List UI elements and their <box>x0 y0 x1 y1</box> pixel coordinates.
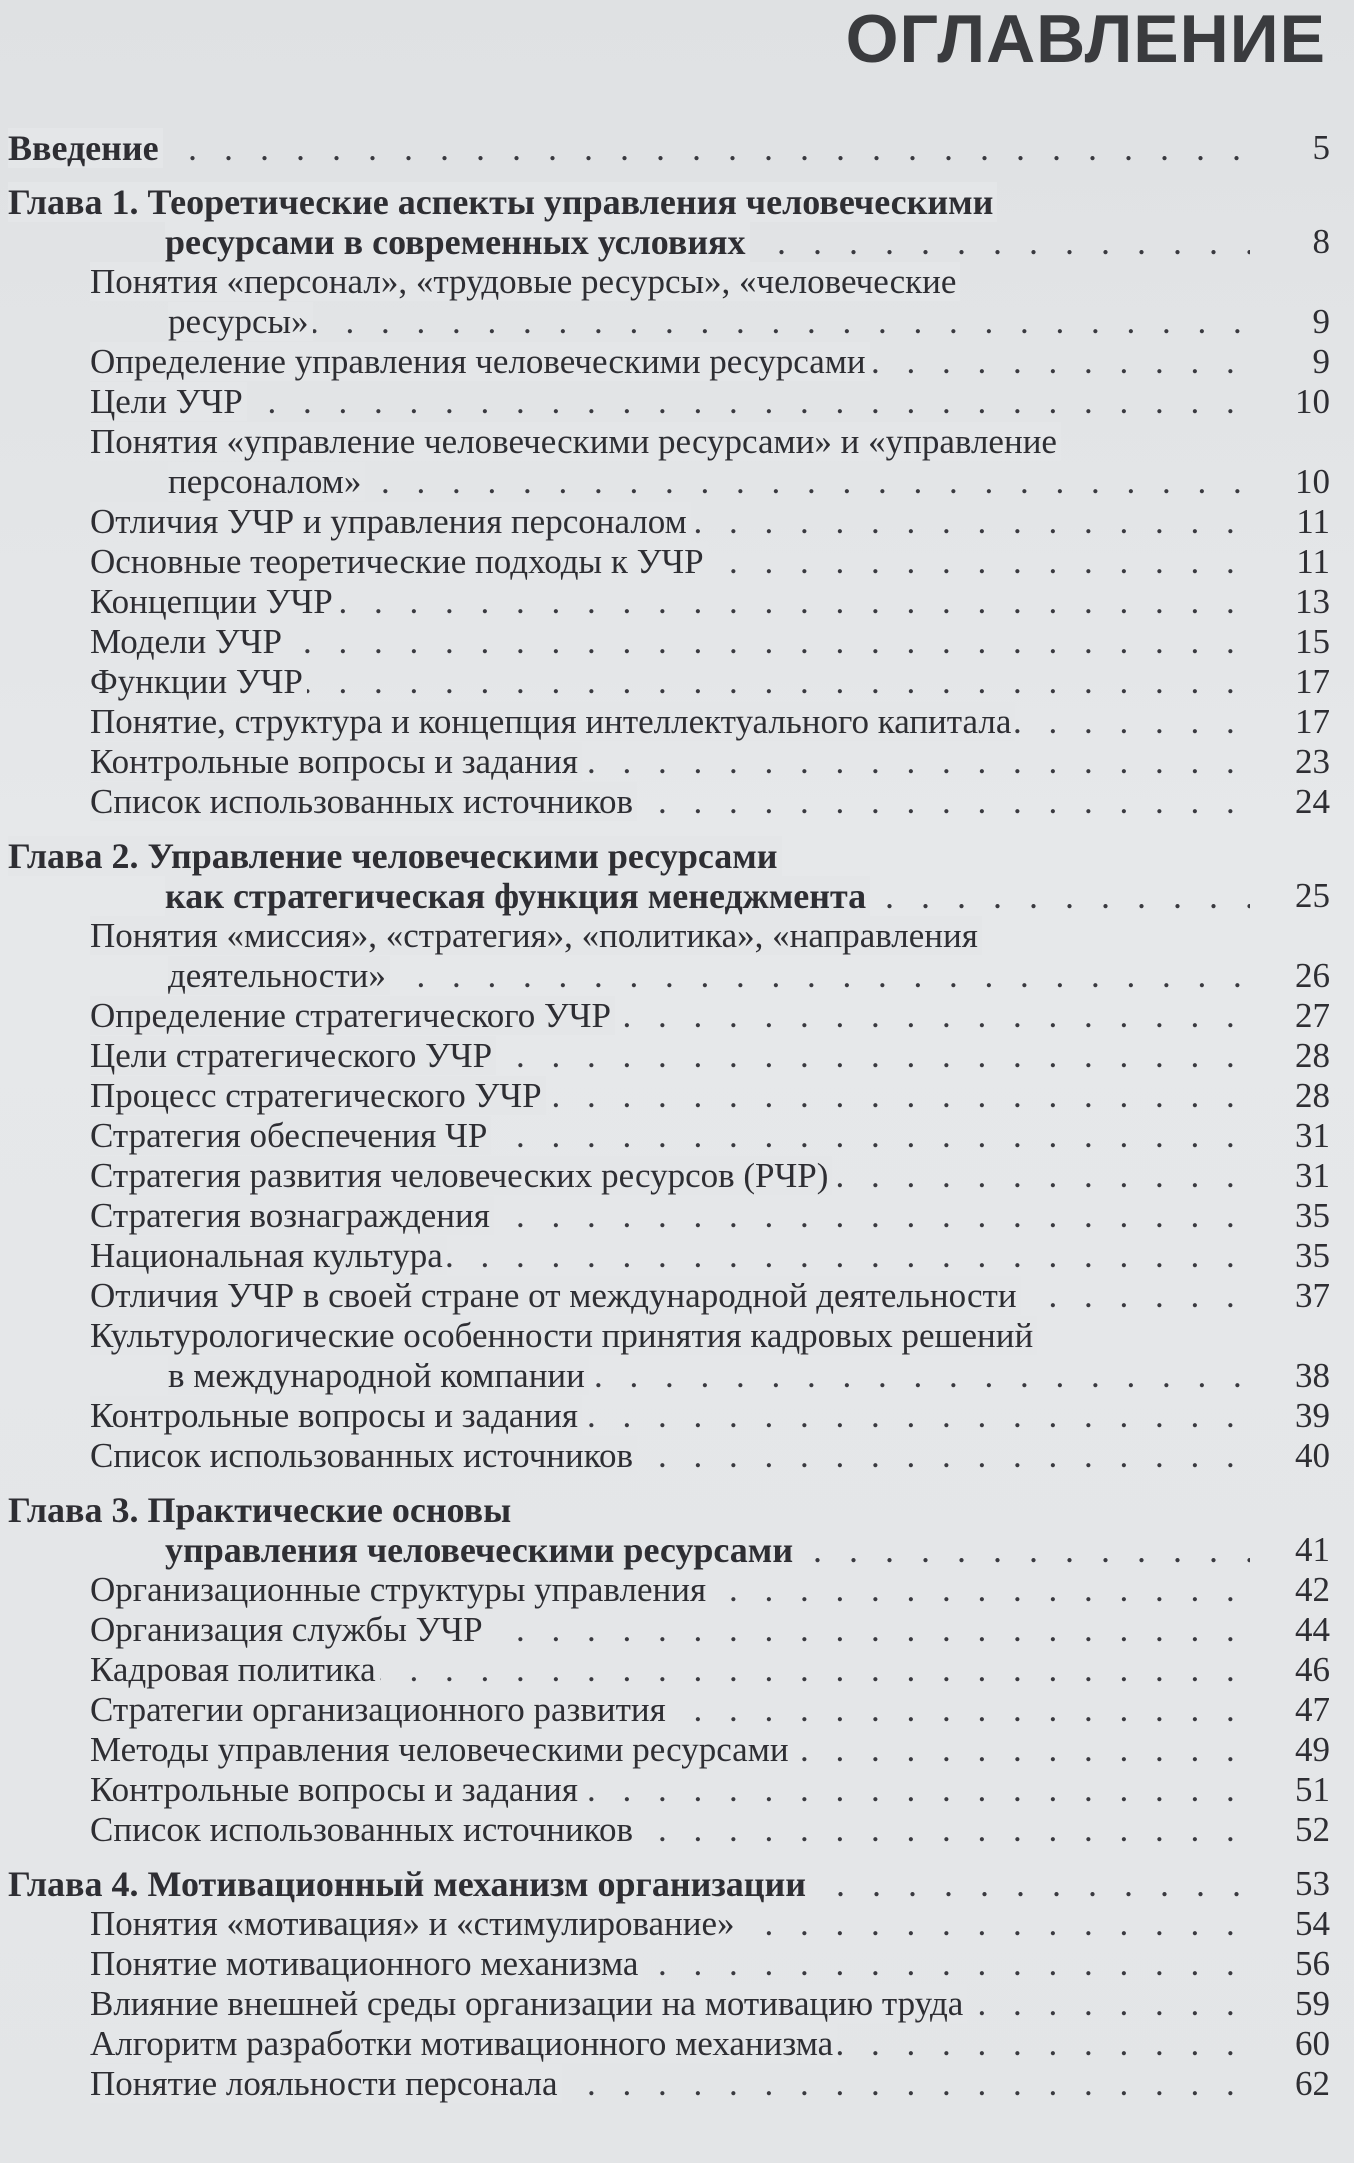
toc-entry-label: Цели стратегического УЧР <box>90 1036 496 1075</box>
toc-entry-text <box>90 382 1250 422</box>
toc-entry-text <box>90 1156 1250 1196</box>
section-gap <box>8 1850 1330 1864</box>
toc-entry-text <box>90 1944 1250 1984</box>
toc-entry-text <box>90 1730 1250 1770</box>
toc-entry-text <box>90 582 1250 622</box>
toc-entry-text <box>90 782 1250 822</box>
toc-page-number: 17 <box>1295 662 1330 701</box>
toc-entry-text <box>90 1396 1250 1436</box>
toc-entry-text <box>90 1690 1250 1730</box>
toc-entry-label: Понятия «миссия», «стратегия», «политика», «направления <box>90 916 982 955</box>
toc-entry-line[interactable] <box>8 622 1330 662</box>
toc-page-number: 9 <box>1312 302 1330 341</box>
toc-entry-label: Понятия «управление человеческими ресурсами» и «управление <box>90 422 1061 461</box>
toc-chapter-line[interactable] <box>8 182 1330 222</box>
toc-entry-text <box>90 2064 1250 2104</box>
toc-entry-text <box>90 502 1250 542</box>
toc-page-number: 35 <box>1295 1236 1330 1275</box>
toc-entry-text <box>90 1436 1250 1476</box>
toc-entry-line[interactable] <box>8 582 1330 622</box>
toc-entry-line[interactable] <box>8 1036 1330 1076</box>
toc-page-number: 49 <box>1295 1730 1330 1769</box>
toc-chapter-line[interactable] <box>8 1530 1330 1570</box>
toc-entry-line[interactable] <box>8 342 1330 382</box>
toc-entry-label: Глава 3. Практические основы <box>8 1490 515 1530</box>
toc-entry-line[interactable] <box>8 1076 1330 1116</box>
toc-entry-label: Контрольные вопросы и задания <box>90 1770 582 1809</box>
toc-entry-label: Глава 4. Мотивационный механизм организации <box>8 1864 810 1904</box>
toc-page-number: 26 <box>1295 956 1330 995</box>
toc-entry-text <box>90 1904 1250 1944</box>
toc-entry-text <box>90 1276 1250 1316</box>
toc-chapter-line[interactable] <box>8 836 1330 876</box>
toc-entry-text <box>90 1770 1250 1810</box>
toc-page-number: 24 <box>1295 782 1330 821</box>
toc-entry-label: ресурсами в современных условиях <box>165 222 750 262</box>
toc-entry-line[interactable] <box>8 2064 1330 2104</box>
toc-entry-text <box>90 2024 1250 2064</box>
toc-entry-text <box>8 128 1250 168</box>
toc-entry-text <box>90 742 1250 782</box>
toc-entry-label: Цели УЧР <box>90 382 247 421</box>
toc-entry-line[interactable] <box>8 422 1330 462</box>
toc-entry-label: Концепции УЧР <box>90 582 337 621</box>
toc-page-number: 17 <box>1295 702 1330 741</box>
toc-entry-text <box>90 1984 1250 2024</box>
table-of-contents <box>8 128 1330 2104</box>
toc-entry-line[interactable] <box>8 1436 1330 1476</box>
toc-entry-line[interactable] <box>8 302 1330 342</box>
toc-entry-label: Введение <box>8 128 163 168</box>
toc-page-number: 40 <box>1295 1436 1330 1475</box>
toc-page-number: 46 <box>1295 1650 1330 1689</box>
toc-entry-label: в международной компании <box>168 1356 589 1395</box>
toc-entry-label: Отличия УЧР в своей стране от международной деятельности <box>90 1276 1021 1315</box>
toc-page-number: 52 <box>1295 1810 1330 1849</box>
toc-entry-text <box>90 542 1250 582</box>
toc-page-number: 31 <box>1295 1156 1330 1195</box>
toc-entry-label: Организационные структуры управления <box>90 1570 710 1609</box>
toc-entry-label: Определение управления человеческими ресурсами <box>90 342 870 381</box>
toc-chapter-line[interactable] <box>8 1864 1330 1904</box>
toc-entry-line[interactable] <box>8 916 1330 956</box>
toc-entry-label: управления человеческими ресурсами <box>165 1530 797 1570</box>
toc-entry-label: Культурологические особенности принятия кадровых решений <box>90 1316 1037 1355</box>
toc-entry-line[interactable] <box>8 1770 1330 1810</box>
toc-entry-text <box>168 462 1250 502</box>
toc-entry-text <box>165 222 1250 262</box>
page-title: ОГЛАВЛЕНИЕ <box>845 1 1326 77</box>
toc-entry-label: Понятия «персонал», «трудовые ресурсы», «человеческие <box>90 262 960 301</box>
toc-entry-line[interactable] <box>8 1690 1330 1730</box>
toc-entry-line[interactable] <box>8 1156 1330 1196</box>
toc-entry-label: Основные теоретические подходы к УЧР <box>90 542 708 581</box>
toc-entry-label: Глава 2. Управление человеческими ресурсами <box>8 836 782 876</box>
toc-entry-line[interactable] <box>8 742 1330 782</box>
toc-page-number: 11 <box>1296 502 1330 541</box>
toc-page-number: 51 <box>1295 1770 1330 1809</box>
toc-entry-label: Глава 1. Теоретические аспекты управления человеческими <box>8 182 997 222</box>
toc-entry-line[interactable] <box>8 1650 1330 1690</box>
toc-entry-label: Влияние внешней среды организации на мотивацию труда <box>90 1984 967 2023</box>
toc-entry-text <box>90 622 1250 662</box>
toc-entry-text <box>90 422 1250 462</box>
toc-entry-line[interactable] <box>8 782 1330 822</box>
toc-entry-label: Контрольные вопросы и задания <box>90 1396 582 1435</box>
toc-page-number: 23 <box>1295 742 1330 781</box>
toc-chapter-line[interactable] <box>8 128 1330 168</box>
toc-entry-line[interactable] <box>8 1570 1330 1610</box>
toc-page-number: 11 <box>1296 542 1330 581</box>
toc-entry-label: Понятия «мотивация» и «стимулирование» <box>90 1904 739 1943</box>
toc-entry-label: деятельности» <box>168 956 390 995</box>
toc-entry-line[interactable] <box>8 1236 1330 1276</box>
toc-page-number: 28 <box>1295 1076 1330 1115</box>
toc-page-number: 54 <box>1295 1904 1330 1943</box>
toc-entry-label: Стратегия развития человеческих ресурсов (РЧР) <box>90 1156 832 1195</box>
toc-entry-line[interactable] <box>8 502 1330 542</box>
toc-page-number: 31 <box>1295 1116 1330 1155</box>
toc-entry-line[interactable] <box>8 462 1330 502</box>
toc-entry-label: персоналом» <box>168 462 365 501</box>
toc-entry-text <box>90 1810 1250 1850</box>
toc-entry-text <box>90 1076 1250 1116</box>
toc-entry-text <box>8 182 1250 222</box>
toc-entry-line[interactable] <box>8 1316 1330 1356</box>
toc-entry-text <box>90 1116 1250 1156</box>
toc-entry-line[interactable] <box>8 1944 1330 1984</box>
toc-entry-label: Отличия УЧР и управления персоналом <box>90 502 691 541</box>
toc-page-number: 44 <box>1295 1610 1330 1649</box>
toc-entry-text <box>90 1036 1250 1076</box>
toc-page-number: 10 <box>1295 382 1330 421</box>
toc-entry-text <box>168 1356 1250 1396</box>
toc-entry-label: Функции УЧР <box>90 662 307 701</box>
toc-entry-label: Кадровая политика <box>90 1650 380 1689</box>
toc-entry-line[interactable] <box>8 262 1330 302</box>
section-gap <box>8 822 1330 836</box>
toc-entry-line[interactable] <box>8 1276 1330 1316</box>
toc-entry-text <box>90 1650 1250 1690</box>
toc-entry-label: Стратегия вознаграждения <box>90 1196 494 1235</box>
toc-page-number: 8 <box>1312 222 1330 261</box>
toc-chapter-line[interactable] <box>8 876 1330 916</box>
toc-entry-text <box>8 1490 1250 1530</box>
toc-entry-label: Алгоритм разработки мотивационного механизма <box>90 2024 837 2063</box>
toc-entry-label: Методы управления человеческими ресурсами <box>90 1730 793 1769</box>
toc-entry-label: как стратегическая функция менеджмента <box>165 876 870 916</box>
toc-entry-line[interactable] <box>8 1904 1330 1944</box>
toc-entry-line[interactable] <box>8 1196 1330 1236</box>
toc-entry-label: Стратегия обеспечения ЧР <box>90 1116 491 1155</box>
toc-page-number: 56 <box>1295 1944 1330 1983</box>
toc-entry-text <box>90 1236 1250 1276</box>
toc-entry-line[interactable] <box>8 1116 1330 1156</box>
toc-entry-text <box>90 662 1250 702</box>
toc-entry-label: Список использованных источников <box>90 1436 637 1475</box>
toc-entry-label: Организация службы УЧР <box>90 1610 487 1649</box>
toc-entry-label: Список использованных источников <box>90 782 637 821</box>
toc-entry-text <box>168 956 1250 996</box>
toc-entry-text <box>8 836 1250 876</box>
toc-page-number: 37 <box>1295 1276 1330 1315</box>
toc-entry-text <box>90 262 1250 302</box>
toc-page-number: 62 <box>1295 2064 1330 2103</box>
toc-entry-text <box>90 1570 1250 1610</box>
toc-entry-label: Понятие мотивационного механизма <box>90 1944 642 1983</box>
toc-entry-text <box>90 342 1250 382</box>
toc-page-number: 35 <box>1295 1196 1330 1235</box>
toc-page-number: 53 <box>1295 1864 1330 1903</box>
toc-entry-line[interactable] <box>8 996 1330 1036</box>
section-gap <box>8 1476 1330 1490</box>
toc-page-number: 15 <box>1295 622 1330 661</box>
toc-entry-line[interactable] <box>8 1396 1330 1436</box>
toc-entry-text <box>90 702 1250 742</box>
toc-entry-label: Национальная культура <box>90 1236 447 1275</box>
toc-entry-text <box>90 1316 1250 1356</box>
toc-page-number: 47 <box>1295 1690 1330 1729</box>
toc-entry-label: Список использованных источников <box>90 1810 637 1849</box>
toc-entry-label: Понятие, структура и концепция интеллектуального капитала <box>90 702 1015 741</box>
toc-page-number: 38 <box>1295 1356 1330 1395</box>
toc-entry-label: Стратегии организационного развития <box>90 1690 670 1729</box>
toc-entry-label: Понятие лояльности персонала <box>90 2064 562 2103</box>
toc-entry-label: Модели УЧР <box>90 622 286 661</box>
toc-page-number: 41 <box>1295 1530 1330 1569</box>
toc-entry-label: Процесс стратегического УЧР <box>90 1076 546 1115</box>
toc-entry-line[interactable] <box>8 702 1330 742</box>
toc-page-number: 60 <box>1295 2024 1330 2063</box>
toc-entry-line[interactable] <box>8 662 1330 702</box>
toc-entry-line[interactable] <box>8 1810 1330 1850</box>
toc-entry-line[interactable] <box>8 1356 1330 1396</box>
toc-entry-label: Контрольные вопросы и задания <box>90 742 582 781</box>
toc-entry-text <box>168 302 1250 342</box>
toc-entry-text <box>90 1196 1250 1236</box>
toc-entry-line[interactable] <box>8 382 1330 422</box>
toc-entry-line[interactable] <box>8 1984 1330 2024</box>
toc-entry-line[interactable] <box>8 542 1330 582</box>
toc-entry-text <box>165 876 1250 916</box>
toc-chapter-line[interactable] <box>8 222 1330 262</box>
toc-entry-label: ресурсы» <box>168 302 313 341</box>
toc-entry-text <box>165 1530 1250 1570</box>
toc-entry-line[interactable] <box>8 1730 1330 1770</box>
toc-page-number: 25 <box>1295 876 1330 915</box>
toc-page-number: 42 <box>1295 1570 1330 1609</box>
toc-chapter-line[interactable] <box>8 1490 1330 1530</box>
toc-page-number: 59 <box>1295 1984 1330 2023</box>
toc-page-number: 39 <box>1295 1396 1330 1435</box>
toc-entry-text <box>8 1864 1250 1904</box>
toc-page-number: 13 <box>1295 582 1330 621</box>
toc-entry-line[interactable] <box>8 956 1330 996</box>
toc-entry-text <box>90 996 1250 1036</box>
toc-entry-text <box>90 1610 1250 1650</box>
toc-page-number: 28 <box>1295 1036 1330 1075</box>
toc-entry-line[interactable] <box>8 1610 1330 1650</box>
toc-page-number: 27 <box>1295 996 1330 1035</box>
section-gap <box>8 168 1330 182</box>
toc-page-number: 9 <box>1312 342 1330 381</box>
toc-page-number: 5 <box>1312 128 1330 167</box>
toc-entry-text <box>90 916 1250 956</box>
toc-entry-line[interactable] <box>8 2024 1330 2064</box>
toc-page-number: 10 <box>1295 462 1330 501</box>
toc-entry-label: Определение стратегического УЧР <box>90 996 615 1035</box>
